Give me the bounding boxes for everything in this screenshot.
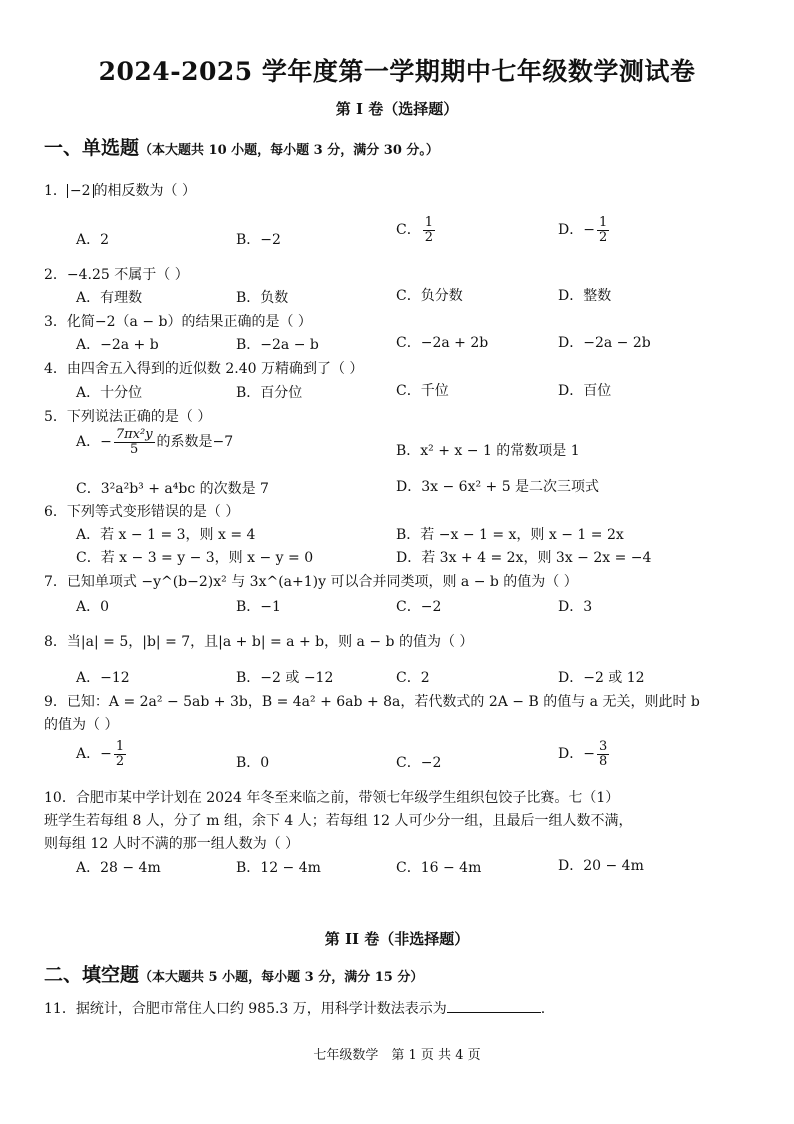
q6-option-c: C．若 x − 3 = y − 3，则 x − y = 0 <box>76 550 314 566</box>
q5-a-rest: 的系数是−7 <box>156 434 234 451</box>
q2-option-c: C．负分数 <box>396 288 463 304</box>
q9-option-d <box>558 740 611 768</box>
q1-c-num: 1 <box>424 215 433 230</box>
q10-option-b: B．12 − 4m <box>236 860 321 876</box>
q4-option-a: A．十分位 <box>76 385 143 401</box>
q5-option-a <box>76 428 233 456</box>
part2-title: 第 II 卷（非选择题） <box>324 930 470 948</box>
q9-d-den: 8 <box>598 753 608 769</box>
q3-option-b: B．−2a − b <box>236 337 319 353</box>
q5-option-b: B．x² + x − 1 的常数项是 1 <box>396 443 580 459</box>
q1-d-label: D．− <box>558 222 595 239</box>
question-3: 3．化简−2（a − b）的结果正确的是（ ） <box>44 314 312 330</box>
q7-option-b: B．−1 <box>236 599 281 615</box>
section2-label: 二、填空题 <box>44 964 140 986</box>
q1-c-label: C． <box>396 222 421 239</box>
section2-heading <box>44 960 423 987</box>
q11-text: 11．据统计，合肥市常住人口约 985.3 万，用科学计数法表示为 <box>44 1001 447 1017</box>
q9-d-fraction <box>597 740 609 768</box>
q9-a-fraction <box>114 740 126 768</box>
q7-option-c: C．−2 <box>396 599 442 615</box>
q9-option-b: B．0 <box>236 755 270 771</box>
q10-option-d: D．20 − 4m <box>558 858 644 874</box>
question-9-line1: 9．已知：A = 2a² − 5ab + 3b，B = 4a² + 6ab + 8a，若代数式的 2A − B 的值与 a 无关，则此时 b <box>44 694 700 710</box>
question-8: 8．当|a| = 5，|b| = 7，且|a + b| = a + b，则 a − b 的值为（ ） <box>44 634 474 650</box>
question-2: 2．−4.25 不属于（ ） <box>44 267 189 283</box>
q5-a-fraction <box>114 428 155 456</box>
q10-option-c: C．16 − 4m <box>396 860 482 876</box>
q8-option-a: A．−12 <box>76 670 130 686</box>
question-10-line1: 10．合肥市某中学计划在 2024 年冬至来临之前，带领七年级学生组织包饺子比赛。七（1） <box>44 790 620 806</box>
q1-number: 1． <box>44 183 67 199</box>
answer-blank[interactable] <box>447 1000 541 1013</box>
q9-a-label: A．− <box>76 746 112 763</box>
q8-option-b: B．−2 或 −12 <box>236 670 334 686</box>
part1-title: 第 I 卷（选择题） <box>335 100 459 118</box>
q3-option-c: C．−2a + 2b <box>396 335 489 351</box>
q1-d-fraction <box>597 216 609 244</box>
q1-option-a: A．2 <box>76 232 110 248</box>
q6-option-b: B．若 −x − 1 = x，则 x − 1 = 2x <box>396 527 624 543</box>
q3-option-a: A．−2a + b <box>76 337 159 353</box>
q4-option-b: B．百分位 <box>236 385 303 401</box>
section1-note: （本大题共 10 小题，每小题 3 分，满分 30 分。） <box>139 143 439 158</box>
q9-option-c: C．−2 <box>396 755 442 771</box>
q6-option-d: D．若 3x + 4 = 2x，则 3x − 2x = −4 <box>396 550 652 566</box>
q5-a-label: A．− <box>76 434 112 451</box>
q1-c-den: 2 <box>424 229 433 245</box>
q7-option-d: D．3 <box>558 599 593 615</box>
q1-option-b: B．−2 <box>236 232 281 248</box>
q9-a-den: 2 <box>115 753 125 769</box>
q1-option-d <box>558 216 611 244</box>
question-4: 4．由四舍五入得到的近似数 2.40 万精确到了（ ） <box>44 361 364 377</box>
q2-option-b: B．负数 <box>236 290 289 306</box>
q5-option-c: C．3²a²b³ + a⁴bc 的次数是 7 <box>76 481 269 497</box>
question-10-line2: 班学生若每组 8 人，分了 m 组，余下 4 人；若每组 12 人可少分一组，且最后一组人数不满， <box>44 813 633 829</box>
q9-d-num: 3 <box>598 739 608 754</box>
exam-title: 2024-2025 学年度第一学期期中七年级数学测试卷 <box>98 57 696 86</box>
q8-option-d: D．−2 或 12 <box>558 670 645 686</box>
question-10-line3: 则每组 12 人时不满的那一组人数为（ ） <box>44 836 300 852</box>
q6-option-a: A．若 x − 1 = 3，则 x = 4 <box>76 527 256 543</box>
q4-option-d: D．百位 <box>558 383 612 399</box>
q5-a-den: 5 <box>130 441 139 457</box>
q7-option-a: A．0 <box>76 599 110 615</box>
section2-note: （本大题共 5 小题，每小题 3 分，满分 15 分） <box>139 970 424 985</box>
question-11 <box>44 998 545 1018</box>
question-7: 7．已知单项式 −y^(b−2)x² 与 3x^(a+1)y 可以合并同类项，则 a − b 的值为（ ） <box>44 574 578 590</box>
question-1 <box>44 180 196 200</box>
q4-option-c: C．千位 <box>396 383 449 399</box>
q1-d-den: 2 <box>598 229 608 245</box>
question-6: 6．下列等式变形错误的是（ ） <box>44 504 240 520</box>
page-footer: 七年级数学 第 1 页 共 4 页 <box>313 1048 481 1063</box>
q1-abs-text: −2 <box>69 183 91 199</box>
question-5: 5．下列说法正确的是（ ） <box>44 409 212 425</box>
q9-a-num: 1 <box>115 739 125 754</box>
q5-option-d: D．3x − 6x² + 5 是二次三项式 <box>396 479 600 495</box>
q9-d-label: D．− <box>558 746 595 763</box>
section1-heading <box>44 133 439 160</box>
question-9-line2: 的值为（ ） <box>44 717 119 733</box>
q8-option-c: C．2 <box>396 670 430 686</box>
q2-option-d: D．整数 <box>558 288 612 304</box>
q3-option-d: D．−2a − 2b <box>558 335 651 351</box>
q10-option-a: A．28 − 4m <box>76 860 161 876</box>
section1-label: 一、单选题 <box>44 137 140 159</box>
q2-option-a: A．有理数 <box>76 290 143 306</box>
q9-option-a <box>76 740 128 768</box>
q1-text: 的相反数为（ ） <box>93 183 197 199</box>
q1-option-c <box>396 216 437 244</box>
q1-d-num: 1 <box>598 215 608 230</box>
q1-c-fraction <box>423 216 435 244</box>
q1-abs <box>67 184 94 198</box>
q11-end: . <box>540 1001 546 1017</box>
q5-a-num: 7πx²y <box>115 427 153 442</box>
